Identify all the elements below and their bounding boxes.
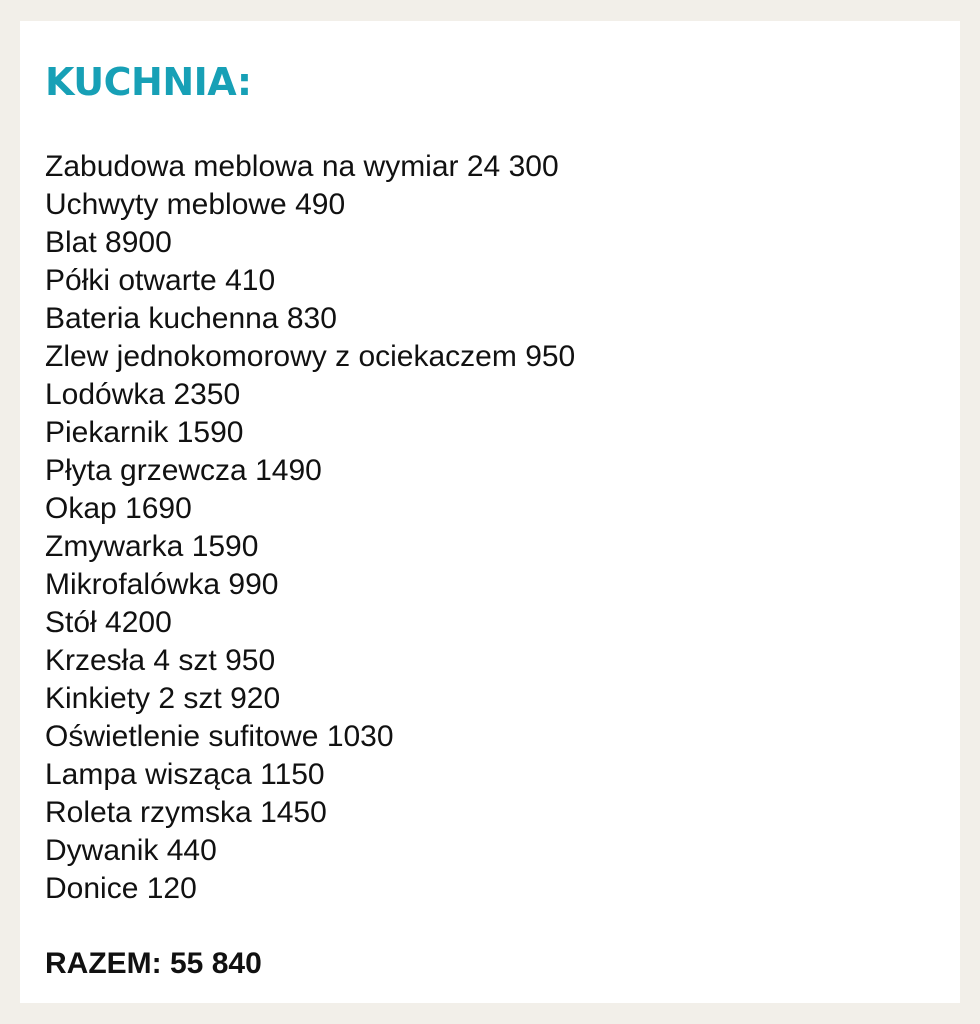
list-item [45,338,575,376]
list-item [45,718,575,756]
list-item [45,148,575,186]
item-name: Lampa wisząca [45,758,252,791]
item-list [45,148,575,908]
item-name: Krzesła 4 szt [45,644,217,677]
item-name: Piekarnik [45,416,169,449]
item-name: Stół [45,606,97,639]
item-name: Okap [45,492,117,525]
list-item [45,300,575,338]
item-name: Dywanik [45,834,159,867]
item-price: 950 [525,340,576,373]
item-price: 950 [225,644,276,677]
list-item [45,224,575,262]
section-title: KUCHNIA: [45,60,252,104]
item-price: 4200 [105,606,172,639]
list-item [45,680,575,718]
item-name: Kinkiety 2 szt [45,682,222,715]
item-name: Zlew jednokomorowy z ociekaczem [45,340,517,373]
item-name: Blat [45,226,97,259]
list-item [45,870,575,908]
item-price: 410 [225,264,276,297]
item-price: 120 [146,872,197,905]
item-price: 990 [228,568,279,601]
item-name: Zmywarka [45,530,184,563]
kitchen-cost-card [20,21,960,1003]
item-name: Mikrofalówka [45,568,221,601]
list-item [45,186,575,224]
item-price: 1690 [125,492,192,525]
item-price: 440 [166,834,217,867]
total-label: RAZEM: [45,947,162,980]
list-item [45,452,575,490]
item-name: Uchwyty meblowe [45,188,287,221]
item-name: Donice [45,872,139,905]
item-name: Roleta rzymska [45,796,252,829]
total-line [45,945,262,983]
item-name: Bateria kuchenna [45,302,279,335]
list-item [45,490,575,528]
item-price: 1030 [326,720,394,753]
item-price: 24 300 [466,150,559,183]
item-name: Lodówka [45,378,166,411]
list-item [45,832,575,870]
item-price: 1450 [260,796,327,829]
item-price: 1590 [191,530,259,563]
item-price: 2350 [173,378,241,411]
item-price: 920 [230,682,281,715]
item-name: Płyta grzewcza [45,454,247,487]
list-item [45,376,575,414]
list-item [45,794,575,832]
item-price: 1490 [255,454,322,487]
item-price: 8900 [105,226,172,259]
item-name: Oświetlenie sufitowe [45,720,319,753]
list-item [45,604,575,642]
item-price: 490 [295,188,346,221]
list-item [45,756,575,794]
item-price: 830 [286,302,337,335]
list-item [45,528,575,566]
list-item [45,414,575,452]
item-name: Zabudowa meblowa na wymiar [45,150,459,183]
item-price: 1590 [176,416,244,449]
item-price: 1150 [260,758,325,791]
list-item [45,262,575,300]
total-value: 55 840 [170,947,262,980]
list-item [45,566,575,604]
list-item [45,642,575,680]
item-name: Półki otwarte [45,264,217,297]
